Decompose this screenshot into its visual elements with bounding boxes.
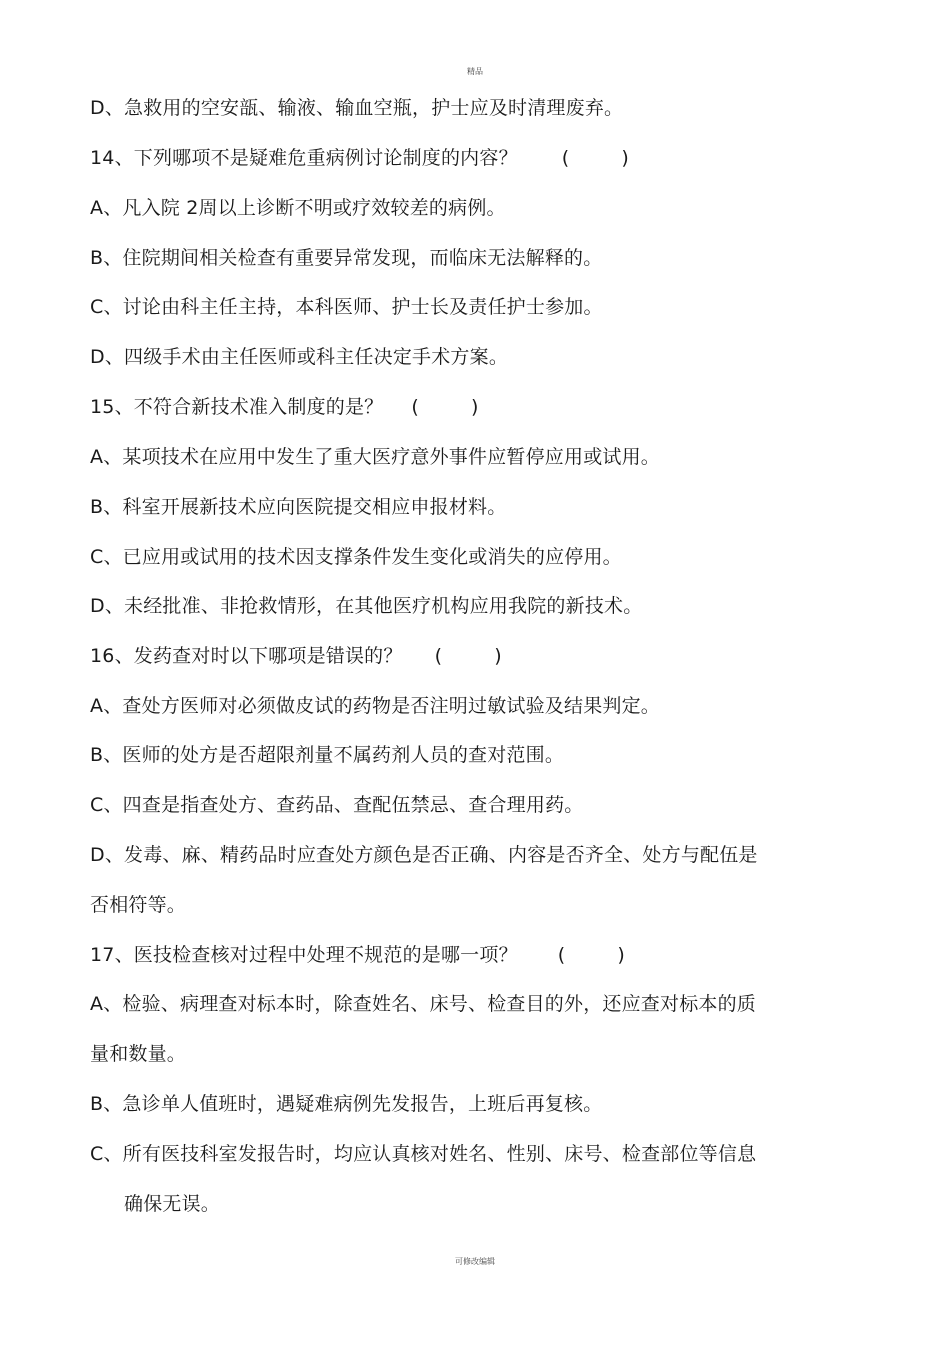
option-line: C、已应用或试用的技术因支撑条件发生变化或消失的应停用。 — [90, 546, 622, 568]
option-line: A、检验、病理查对标本时，除查姓名、床号、检查目的外，还应查对标本的质 — [90, 993, 756, 1015]
question-line — [90, 395, 479, 419]
option-line: B、急诊单人值班时，遇疑难病例先发报告，上班后再复核。 — [90, 1093, 603, 1115]
option-line: A、某项技术在应用中发生了重大医疗意外事件应暂停应用或试用。 — [90, 446, 660, 468]
question-line — [90, 644, 502, 668]
option-line: A、凡入院 2周以上诊断不明或疗效较差的病例。 — [90, 197, 506, 219]
page-footer-mark: 可修改编辑 — [455, 1257, 495, 1266]
option-line: D、急救用的空安瓿、输液、输血空瓶，护士应及时清理废弃。 — [90, 97, 624, 119]
answer-blank: ( ) — [561, 147, 630, 169]
option-line: D、未经批准、非抢救情形，在其他医疗机构应用我院的新技术。 — [90, 595, 643, 617]
page-header-mark: 精品 — [467, 67, 483, 76]
option-line: D、发毒、麻、精药品时应查处方颜色是否正确、内容是否齐全、处方与配伍是 — [90, 844, 758, 866]
option-line: C、所有医技科室发报告时，均应认真核对姓名、性别、床号、检查部位等信息 — [90, 1143, 757, 1165]
option-line-continued: 量和数量。 — [90, 1043, 187, 1065]
option-line: D、四级手术由主任医师或科主任决定手术方案。 — [90, 346, 509, 368]
option-line: B、住院期间相关检查有重要异常发现，而临床无法解释的。 — [90, 247, 603, 269]
option-line-continued: 否相符等。 — [90, 894, 187, 916]
option-line: A、查处方医师对必须做皮试的药物是否注明过敏试验及结果判定。 — [90, 695, 660, 717]
question-text: 17、医技检查核对过程中处理不规范的是哪一项？ — [90, 944, 518, 966]
answer-blank: ( ) — [411, 396, 479, 418]
question-text: 15、不符合新技术准入制度的是？ — [90, 396, 384, 418]
question-text: 14、下列哪项不是疑难危重病例讨论制度的内容？ — [90, 147, 518, 169]
question-text: 16、发药查对时以下哪项是错误的？ — [90, 645, 403, 667]
answer-blank: ( ) — [557, 944, 626, 966]
option-line: B、医师的处方是否超限剂量不属药剂人员的查对范围。 — [90, 744, 565, 766]
question-line — [90, 943, 625, 967]
question-line — [90, 146, 629, 170]
answer-blank: ( ) — [434, 645, 502, 667]
option-line: C、讨论由科主任主持，本科医师、护士长及责任护士参加。 — [90, 296, 603, 318]
option-line: C、四查是指查处方、查药品、查配伍禁忌、查合理用药。 — [90, 794, 584, 816]
option-line-continued: 确保无误。 — [124, 1193, 221, 1215]
option-line: B、科室开展新技术应向医院提交相应申报材料。 — [90, 496, 507, 518]
